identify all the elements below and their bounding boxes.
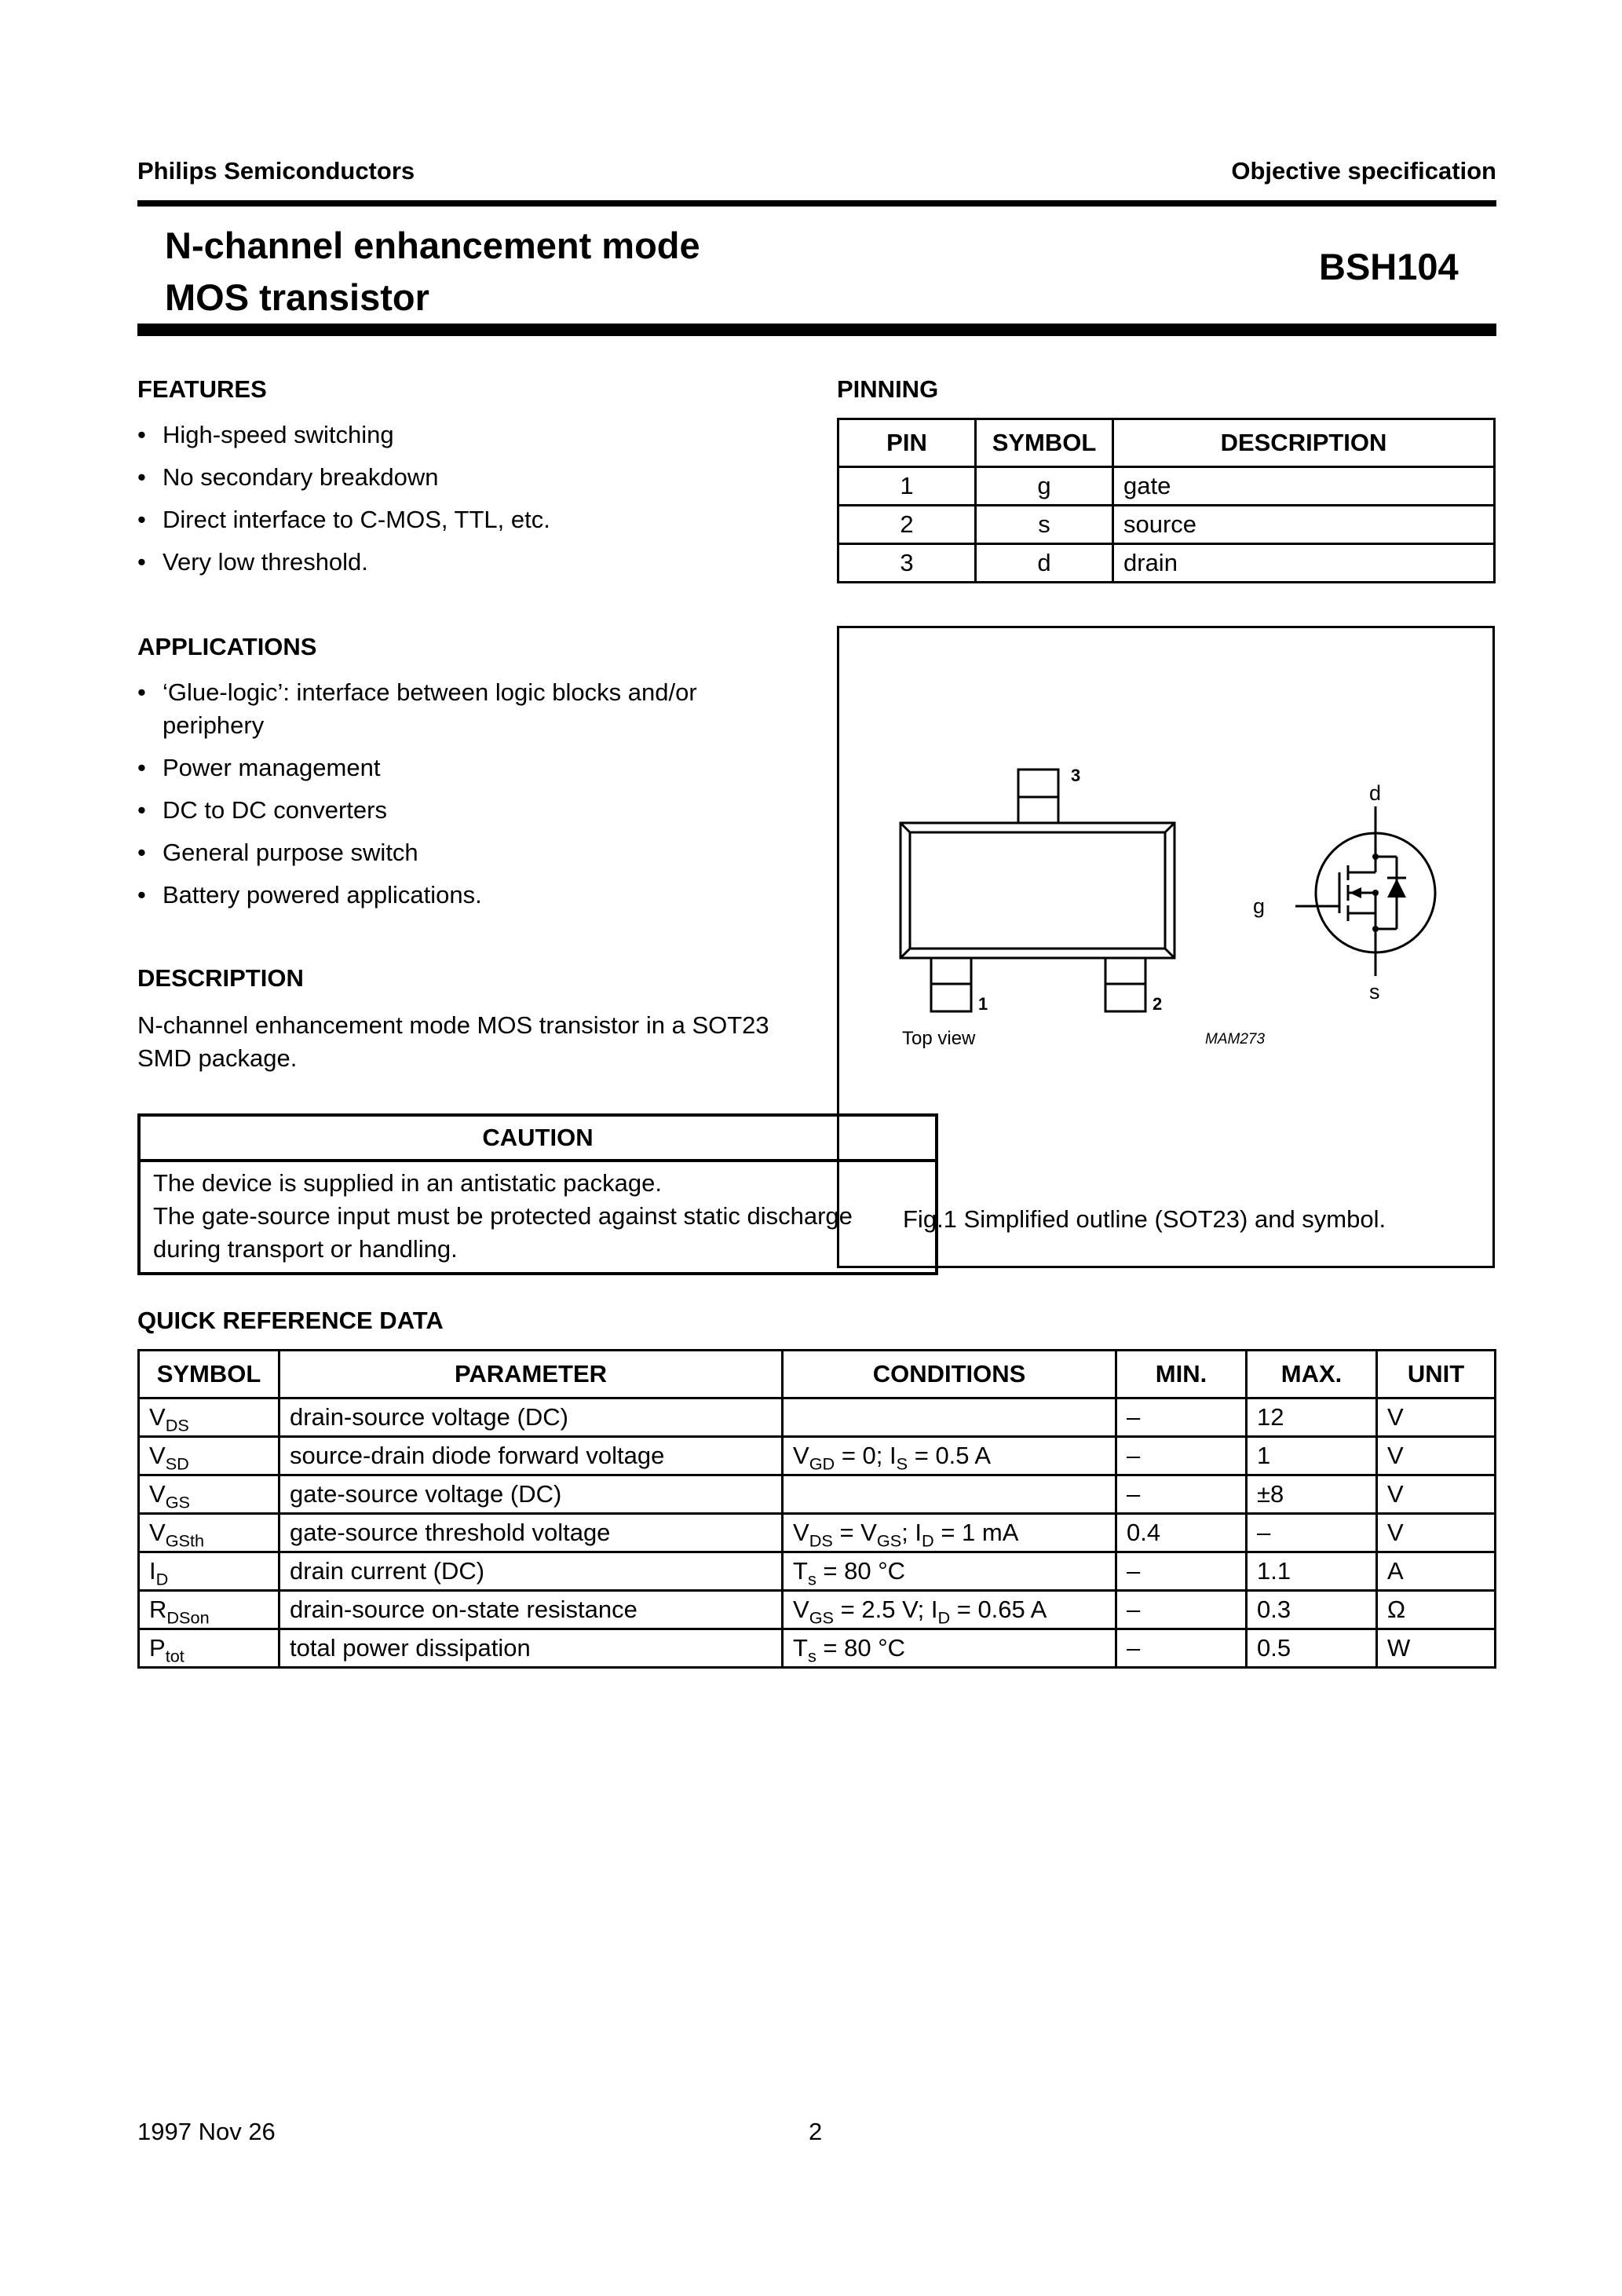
qrd-conditions: $V_{GD} = 0$; $I_S = 0.5$ A xyxy=(783,1437,1116,1475)
qrd-symbol: $R_{DSon}$ xyxy=(139,1591,279,1629)
qrd-unit: V xyxy=(1377,1514,1496,1552)
qrd-min: – xyxy=(1116,1475,1247,1514)
qrd-col-min: MIN. xyxy=(1116,1351,1247,1398)
quick-reference-table xyxy=(137,1349,1496,1669)
qrd-parameter: gate-source voltage (DC) xyxy=(279,1475,783,1514)
application-item: • ‘Glue-logic’: interface between logic blocks and/or periphery xyxy=(137,676,781,742)
table-row xyxy=(139,1514,1496,1552)
features-list xyxy=(137,419,828,588)
source-label: s xyxy=(1369,980,1380,1004)
pin-description: drain xyxy=(1113,544,1495,583)
qrd-condition-subscript: s xyxy=(807,1646,816,1666)
feature-item: • Very low threshold. xyxy=(137,546,828,579)
pinning-col-pin: PIN xyxy=(838,419,976,467)
title-rule xyxy=(137,324,1496,336)
qrd-condition-subscript: DS xyxy=(809,1530,833,1551)
qrd-col-symbol: SYMBOL xyxy=(139,1351,279,1398)
application-item: • Battery powered applications. xyxy=(137,879,781,912)
qrd-parameter: drain current (DC) xyxy=(279,1552,783,1591)
qrd-unit: V xyxy=(1377,1475,1496,1514)
figure-caption: Fig.1 Simplified outline (SOT23) and symbol. xyxy=(903,1205,1386,1233)
header-rule xyxy=(137,200,1496,207)
application-item: • DC to DC converters xyxy=(137,794,781,827)
qrd-min: 0.4 xyxy=(1116,1514,1247,1552)
feature-item: • Direct interface to C-MOS, TTL, etc. xyxy=(137,503,828,536)
qrd-col-conditions: CONDITIONS xyxy=(783,1351,1116,1398)
qrd-symbol: $I_D$ xyxy=(139,1552,279,1591)
description-text: N-channel enhancement mode MOS transistor in a SOT23 SMD package. xyxy=(137,1011,769,1072)
pin-3-label: 3 xyxy=(1071,766,1081,785)
pin-symbol: s xyxy=(976,506,1113,544)
qrd-header-row xyxy=(139,1351,1496,1398)
qrd-conditions: $V_{DS} = V_{GS}$; $I_D = 1$ mA xyxy=(783,1514,1116,1552)
title-line-1: N-channel enhancement mode xyxy=(165,225,700,266)
table-row xyxy=(139,1591,1496,1629)
qrd-col-unit: UNIT xyxy=(1377,1351,1496,1398)
package-outline xyxy=(901,823,1174,958)
qrd-symbol-subscript: DSon xyxy=(166,1607,210,1628)
qrd-condition-subscript: GS xyxy=(876,1530,902,1551)
qrd-conditions xyxy=(783,1475,1116,1514)
qrd-col-parameter: PARAMETER xyxy=(279,1351,783,1398)
applications-list xyxy=(137,676,781,921)
qrd-symbol-subscript: D xyxy=(155,1569,169,1589)
pin-number: 3 xyxy=(838,544,976,583)
table-row xyxy=(139,1437,1496,1475)
feature-item: • No secondary breakdown xyxy=(137,461,828,494)
qrd-symbol: $V_{SD}$ xyxy=(139,1437,279,1475)
qrd-max: 1 xyxy=(1247,1437,1377,1475)
page-title xyxy=(165,220,700,324)
qrd-conditions xyxy=(783,1398,1116,1437)
table-row xyxy=(139,1552,1496,1591)
qrd-unit: W xyxy=(1377,1629,1496,1668)
mosfet-arrow xyxy=(1350,887,1361,898)
pin-symbol: d xyxy=(976,544,1113,583)
pin-2-label: 2 xyxy=(1153,994,1163,1014)
pinning-table xyxy=(837,418,1496,583)
figure-box xyxy=(837,626,1495,1268)
page-number: 2 xyxy=(809,2118,823,2145)
sot23-diagram xyxy=(837,626,1495,1268)
qrd-parameter: gate-source threshold voltage xyxy=(279,1514,783,1552)
qrd-max: 12 xyxy=(1247,1398,1377,1437)
figure-code: MAM273 xyxy=(1205,1031,1266,1047)
pin-1-label: 1 xyxy=(978,994,988,1014)
application-item: • Power management xyxy=(137,751,781,784)
gate-label: g xyxy=(1253,894,1266,918)
features-heading: FEATURES xyxy=(137,375,267,403)
qrd-parameter: total power dissipation xyxy=(279,1629,783,1668)
qrd-max: 0.5 xyxy=(1247,1629,1377,1668)
pin-number: 1 xyxy=(838,467,976,506)
table-row xyxy=(139,1475,1496,1514)
qrd-max: ±8 xyxy=(1247,1475,1377,1514)
qrd-max: 1.1 xyxy=(1247,1552,1377,1591)
qrd-unit: A xyxy=(1377,1552,1496,1591)
qrd-unit: V xyxy=(1377,1398,1496,1437)
qrd-min: – xyxy=(1116,1552,1247,1591)
drain-label: d xyxy=(1369,781,1382,805)
qrd-unit: V xyxy=(1377,1437,1496,1475)
pin-description: gate xyxy=(1113,467,1495,506)
qrd-symbol: $V_{GS}$ xyxy=(139,1475,279,1514)
table-row xyxy=(838,467,1495,506)
qrd-min: – xyxy=(1116,1437,1247,1475)
pinning-col-description: DESCRIPTION xyxy=(1113,419,1495,467)
table-row xyxy=(838,544,1495,583)
qrd-min: – xyxy=(1116,1591,1247,1629)
footer-date: 1997 Nov 26 xyxy=(137,2118,276,2145)
qrd-symbol-subscript: DS xyxy=(165,1415,189,1435)
pinning-col-symbol: SYMBOL xyxy=(976,419,1113,467)
qrd-max: – xyxy=(1247,1514,1377,1552)
qrd-condition-subscript: GS xyxy=(809,1607,835,1628)
qrd-parameter: source-drain diode forward voltage xyxy=(279,1437,783,1475)
qrd-min: – xyxy=(1116,1629,1247,1668)
pin-description: source xyxy=(1113,506,1495,544)
applications-heading: APPLICATIONS xyxy=(137,633,317,660)
top-view-label: Top view xyxy=(902,1028,976,1049)
qrd-conditions: $V_{GS} = 2.5$ V; $I_D = 0.65$ A xyxy=(783,1591,1116,1629)
qrd-parameter: drain-source voltage (DC) xyxy=(279,1398,783,1437)
caution-body xyxy=(141,1162,935,1272)
quick-reference-heading: QUICK REFERENCE DATA xyxy=(137,1307,444,1334)
qrd-unit: Ω xyxy=(1377,1591,1496,1629)
package-inner-outline xyxy=(910,832,1165,949)
qrd-conditions: $T_s = 80$ °C xyxy=(783,1552,1116,1591)
diode-triangle xyxy=(1387,879,1406,898)
caution-line-2: The gate-source input must be protected against static discharge during transport or handling. xyxy=(153,1202,853,1263)
pinning-heading: PINNING xyxy=(837,375,939,403)
table-row xyxy=(139,1398,1496,1437)
qrd-condition-subscript: GD xyxy=(809,1453,835,1474)
qrd-symbol-subscript: GS xyxy=(165,1492,191,1512)
part-number: BSH104 xyxy=(1319,246,1459,287)
pin-number: 2 xyxy=(838,506,976,544)
pinning-header-row xyxy=(838,419,1495,467)
qrd-body xyxy=(139,1398,1496,1668)
qrd-symbol: $P_{tot}$ xyxy=(139,1629,279,1668)
qrd-min: – xyxy=(1116,1398,1247,1437)
caution-box xyxy=(137,1113,938,1275)
company-name: Philips Semiconductors xyxy=(137,157,415,185)
qrd-symbol-subscript: SD xyxy=(165,1453,189,1474)
qrd-conditions: $T_s = 80$ °C xyxy=(783,1629,1116,1668)
table-row xyxy=(838,506,1495,544)
title-line-2: MOS transistor xyxy=(165,276,429,318)
qrd-condition-subscript: D xyxy=(922,1530,934,1551)
qrd-condition-subscript: s xyxy=(807,1569,816,1589)
pin-symbol: g xyxy=(976,467,1113,506)
qrd-max: 0.3 xyxy=(1247,1591,1377,1629)
qrd-symbol: $V_{GSth}$ xyxy=(139,1514,279,1552)
qrd-condition-subscript: D xyxy=(937,1607,951,1628)
application-item: • General purpose switch xyxy=(137,836,781,869)
qrd-parameter: drain-source on-state resistance xyxy=(279,1591,783,1629)
caution-heading: CAUTION xyxy=(141,1117,935,1162)
qrd-symbol-subscript: GSth xyxy=(165,1530,205,1551)
qrd-symbol: $V_{DS}$ xyxy=(139,1398,279,1437)
feature-item: • High-speed switching xyxy=(137,419,828,452)
description-heading: DESCRIPTION xyxy=(137,964,304,992)
qrd-symbol-subscript: tot xyxy=(165,1646,184,1666)
caution-line-1: The device is supplied in an antistatic package. xyxy=(153,1169,662,1197)
qrd-condition-subscript: S xyxy=(896,1453,908,1474)
table-row xyxy=(139,1629,1496,1668)
qrd-col-max: MAX. xyxy=(1247,1351,1377,1398)
document-status: Objective specification xyxy=(1231,157,1496,185)
